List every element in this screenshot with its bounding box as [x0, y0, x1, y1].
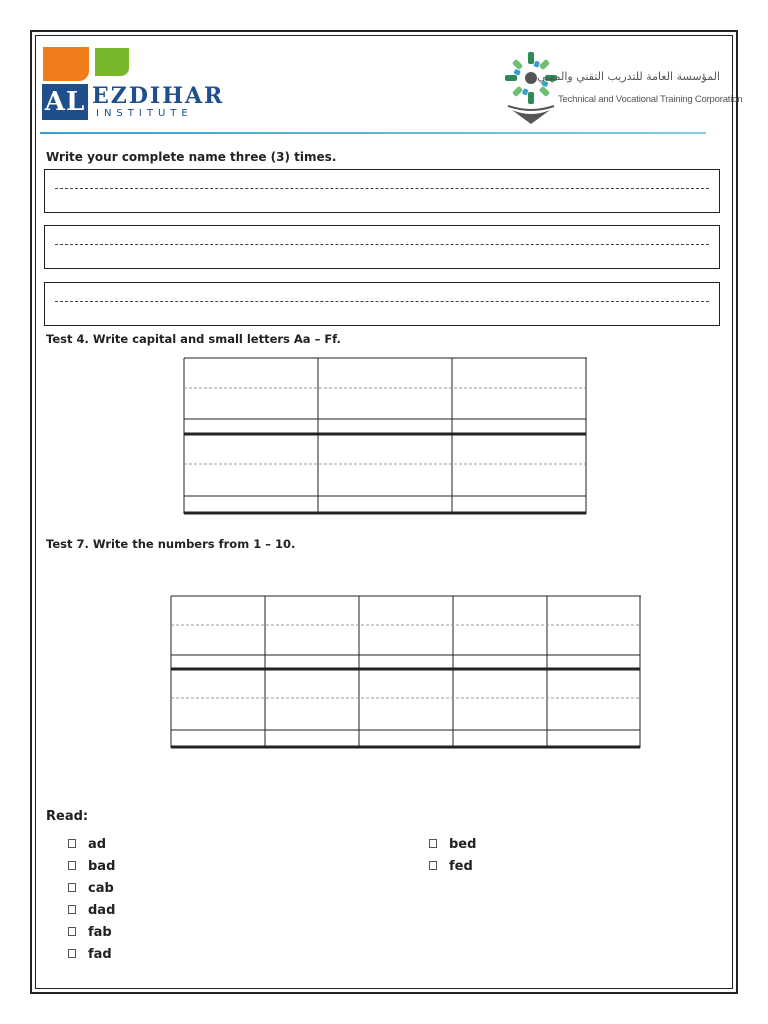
- checkbox-icon[interactable]: [68, 861, 76, 870]
- dashed-writing-line: [55, 301, 709, 302]
- name-instruction: Write your complete name three (3) times.: [46, 150, 337, 164]
- word-text: fed: [449, 859, 473, 874]
- word-text: bed: [449, 837, 477, 852]
- checkbox-icon[interactable]: [68, 949, 76, 958]
- al-ezdihar-logo: [40, 44, 230, 124]
- tvtc-logo: [500, 48, 743, 126]
- list-item[interactable]: [68, 834, 115, 856]
- test7-instruction: Test 7. Write the numbers from 1 – 10.: [46, 537, 296, 551]
- dashed-writing-line: [55, 244, 709, 245]
- checkbox-icon[interactable]: [429, 839, 437, 848]
- word-text: dad: [88, 903, 116, 918]
- tvtc-arabic-name: المؤسسة العامة للتدريب التقني والمهني: [537, 70, 720, 83]
- name-writing-box-3[interactable]: [44, 282, 720, 326]
- checkbox-icon[interactable]: [68, 905, 76, 914]
- tvtc-english-name: Technical and Vocational Training Corporation: [558, 94, 743, 105]
- number-writing-grid[interactable]: [170, 595, 642, 751]
- list-item[interactable]: [68, 856, 115, 878]
- logo-green-square: [95, 48, 129, 76]
- list-item[interactable]: [68, 900, 115, 922]
- list-item[interactable]: [68, 944, 115, 966]
- checkbox-icon[interactable]: [68, 839, 76, 848]
- list-item[interactable]: [429, 856, 476, 878]
- test4-instruction: Test 4. Write capital and small letters Aa – Ff.: [46, 332, 341, 346]
- word-text: bad: [88, 859, 116, 874]
- list-item[interactable]: [68, 878, 115, 900]
- word-text: cab: [88, 881, 114, 896]
- name-writing-box-2[interactable]: [44, 225, 720, 269]
- letter-writing-grid[interactable]: [183, 357, 588, 517]
- word-text: fad: [88, 947, 112, 962]
- tvtc-emblem-icon: [500, 48, 562, 126]
- logo-ezdihar-text: EZDIHAR: [92, 83, 225, 109]
- logo-institute-text: INSTITUTE: [96, 108, 193, 119]
- header-divider: [40, 132, 706, 134]
- dashed-writing-line: [55, 188, 709, 189]
- word-text: ad: [88, 837, 107, 852]
- checkbox-icon[interactable]: [68, 927, 76, 936]
- read-word-list-2: [429, 834, 476, 878]
- checkbox-icon[interactable]: [68, 883, 76, 892]
- list-item[interactable]: [429, 834, 476, 856]
- list-item[interactable]: [68, 922, 115, 944]
- read-word-list-1: [68, 834, 115, 966]
- checkbox-icon[interactable]: [429, 861, 437, 870]
- name-writing-box-1[interactable]: [44, 169, 720, 213]
- logo-orange-square: [43, 47, 89, 81]
- word-text: fab: [88, 925, 112, 940]
- logo-al-text: AL: [42, 84, 88, 120]
- read-label: Read:: [46, 809, 89, 824]
